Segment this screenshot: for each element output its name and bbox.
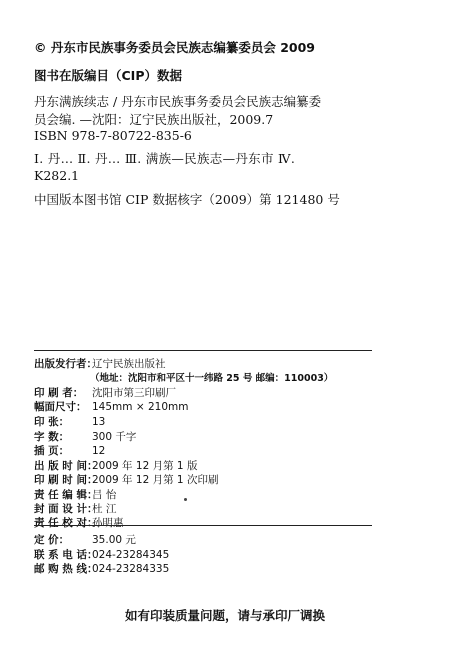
sheets-row [34, 414, 105, 429]
phone-row [34, 547, 169, 562]
cip-line: 丹东满族续志 / 丹东市民族事务委员会民族志编纂委 [34, 94, 322, 109]
print-time-value: 2009 年 12 月第 1 次印刷 [92, 474, 219, 486]
publisher-address: （地址：沈阳市和平区十一纬路 25 号 邮编：110003） [90, 373, 334, 384]
print-speck [184, 498, 187, 501]
proofreader-row [34, 515, 124, 530]
words-value: 300 千字 [92, 431, 137, 443]
cip-classification: Ⅰ. 丹… Ⅱ. 丹… Ⅲ. 满族—民族志—丹东市 Ⅳ. [34, 151, 296, 166]
plates-value: 12 [92, 445, 106, 457]
cip-classification-code: K282.1 [34, 168, 80, 183]
words-label: 字 数： [34, 431, 70, 443]
cover-design-row [34, 501, 116, 516]
copyright-line: © 丹东市民族事务委员会民族志编纂委员会 2009 [34, 40, 315, 55]
quality-notice: 如有印装质量问题，请与承印厂调换 [124, 608, 325, 623]
publisher-label: 出版发行者： [34, 358, 97, 370]
editor-row [34, 487, 116, 502]
cover-design-value: 杜 江 [92, 503, 117, 515]
cover-design-label: 封 面 设 计： [34, 503, 98, 515]
printer-label: 印 刷 者： [34, 387, 84, 399]
words-row [34, 429, 136, 444]
phone-label: 联 系 电 话： [34, 549, 98, 561]
printer-value: 沈阳市第三印刷厂 [92, 387, 176, 399]
pub-time-row [34, 458, 197, 473]
publisher-value: 辽宁民族出版社 [92, 358, 166, 370]
proofreader-value: 孙明惠 [92, 517, 124, 529]
editor-value: 吕 怡 [92, 489, 117, 501]
cip-data-number: 中国版本图书馆 CIP 数据核字（2009）第 121480 号 [34, 192, 340, 207]
cip-line: 员会编. —沈阳：辽宁民族出版社，2009.7 [34, 112, 274, 127]
price-value: 35.00 元 [92, 534, 136, 546]
publisher-row [34, 356, 166, 371]
cip-isbn: ISBN 978-7-80722-835-6 [34, 128, 192, 143]
hotline-row [34, 561, 169, 576]
size-label: 幅面尺寸： [34, 401, 87, 413]
plates-label: 插 页： [34, 445, 70, 457]
print-time-label: 印 刷 时 间： [34, 474, 98, 486]
price-label: 定 价： [34, 534, 70, 546]
hotline-label: 邮 购 热 线： [34, 563, 98, 575]
sheets-label: 印 张： [34, 416, 70, 428]
phone-value: 024-23284345 [92, 549, 170, 561]
size-value: 145mm × 210mm [92, 401, 189, 413]
top-divider [34, 350, 372, 351]
bottom-divider [34, 525, 372, 526]
pub-time-label: 出 版 时 间： [34, 460, 98, 472]
plates-row [34, 443, 105, 458]
pub-time-value: 2009 年 12 月第 1 版 [92, 460, 198, 472]
proofreader-label: 责 任 校 对： [34, 517, 98, 529]
size-row [34, 399, 188, 414]
hotline-value: 024-23284335 [92, 563, 170, 575]
price-row [34, 532, 136, 547]
printer-row [34, 385, 176, 400]
editor-label: 责 任 编 辑： [34, 489, 98, 501]
print-time-row [34, 472, 218, 487]
sheets-value: 13 [92, 416, 106, 428]
cip-heading: 图书在版编目（CIP）数据 [34, 68, 182, 83]
